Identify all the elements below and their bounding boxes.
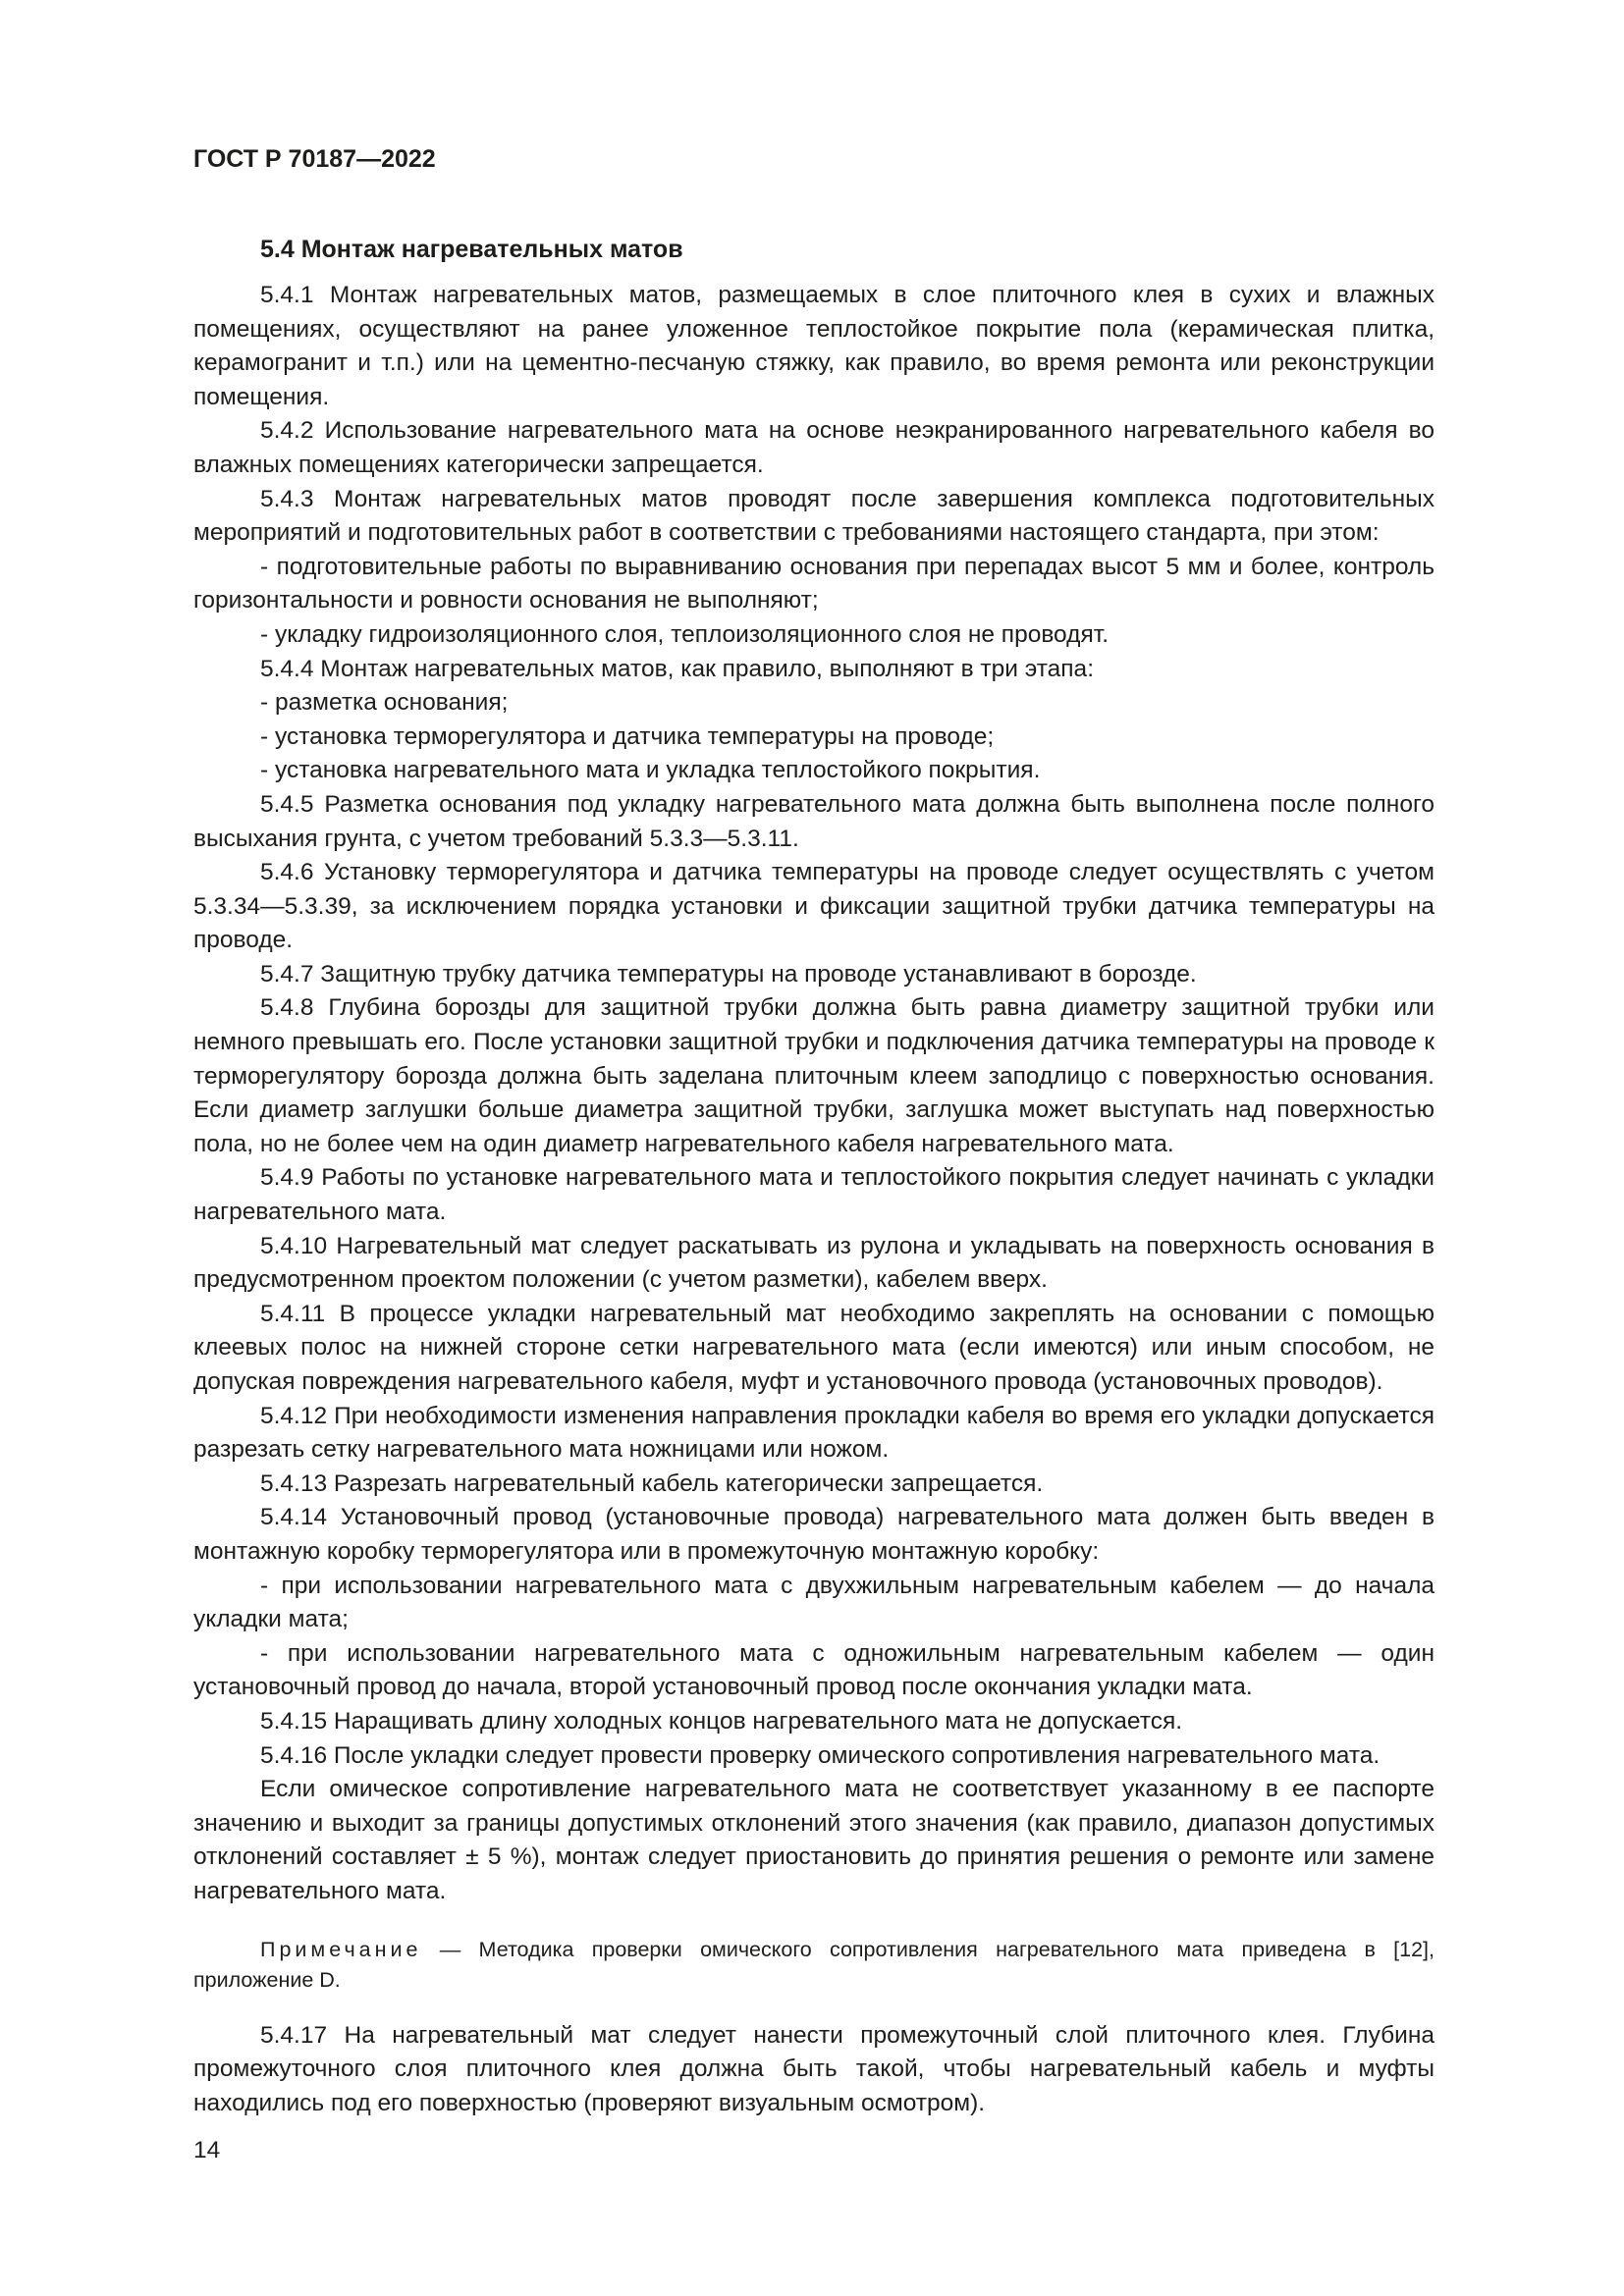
paragraph-5-4-13: 5.4.13 Разрезать нагревательный кабель категорически запрещается. [260,1469,1044,1497]
paragraph-5-4-16: 5.4.16 После укладки следует провести проверку омического сопротивления нагревательного мата. [260,1741,1380,1769]
paragraph-5-4-1: 5.4.1 Монтаж нагревательных матов, размещаемых в слое плиточного клея в сухих и влажных помещениях, осуществляют на ранее уложенное теплостойкое покрытие пола (керамическая плитка, керамогранит и т.п.) или на цементно-песчаную стяжку, как правило, во время ремонта или реконструкции помещения. [193,282,1435,410]
paragraph-5-4-3: 5.4.3 Монтаж нагревательных матов проводят после завершения комплекса подготовительных мероприятий и подготовительных работ в соответствии с требованиями настоящего стандарта, при этом: [193,485,1435,547]
paragraph-5-4-16-continued: Если омическое сопротивление нагревательного мата не соответствует указанному в ее паспорте значению и выходит за границы допустимых отклонений этого значения (как правило, диапазон допустимых отклонений составляет ± 5 %), монтаж следует приостановить до принятия решения о ремонте или замене нагревательного мата. [193,1776,1435,1904]
paragraph-5-4-7: 5.4.7 Защитную трубку датчика температуры на проводе устанавливают в борозде. [260,960,1197,988]
paragraph-5-4-4: 5.4.4 Монтаж нагревательных матов, как правило, выполняют в три этапа: [260,655,1094,682]
note-text: — Методика проверки омического сопротивления нагревательного мата приведена в [12], приложение D. [193,1937,1435,1992]
paragraph-5-4-6: 5.4.6 Установку терморегулятора и датчика температуры на проводе следует осуществлять с учетом 5.3.34—5.3.39, за исключением порядка установки и фиксации защитной трубки датчика температуры на проводе. [193,859,1435,954]
paragraph-5-4-14: 5.4.14 Установочный провод (установочные провода) нагревательного мата должен быть введен в монтажную коробку терморегулятора или в промежуточную монтажную коробку: [193,1504,1435,1565]
list-item: - подготовительные работы по выравниванию основания при перепадах высот 5 мм и более, контроль горизонтальности и ровности основания не выполняют; [193,553,1435,614]
section-heading: 5.4 Монтаж нагревательных матов [260,236,683,263]
note [193,1935,1435,1996]
document-page [193,143,1435,2120]
paragraph-5-4-12: 5.4.12 При необходимости изменения направления прокладки кабеля во время его укладки допускается разрезать сетку нагревательного мата ножницами или ножом. [193,1402,1435,1464]
paragraph-5-4-9: 5.4.9 Работы по установке нагревательного мата и теплостойкого покрытия следует начинать с укладки нагревательного мата. [193,1164,1435,1226]
paragraph-5-4-8: 5.4.8 Глубина борозды для защитной трубки должна быть равна диаметру защитной трубки или немного превышать его. После установки защитной трубки и подключения датчика температуры на проводе к терморегулятору борозда должна быть заделана плиточным клеем заподлицо с поверхностью основания. Если диаметр заглушки больше диаметра защитной трубки, заглушка может выступать над поверхностью пола, но не более чем на один диаметр нагревательного кабеля нагревательного мата. [193,994,1435,1157]
list-item: - установка нагревательного мата и укладка теплостойкого покрытия. [260,757,1041,784]
paragraph-5-4-2: 5.4.2 Использование нагревательного мата на основе неэкранированного нагревательного кабеля во влажных помещениях категорически запрещается. [193,417,1435,478]
list-item: - при использовании нагревательного мата с одножильным нагревательным кабелем — один установочный провод до начала, второй установочный провод после окончания укладки мата. [193,1639,1435,1701]
paragraph-5-4-10: 5.4.10 Нагревательный мат следует раскатывать из рулона и укладывать на поверхность основания в предусмотренном проектом положении (с учетом разметки), кабелем вверх. [193,1232,1435,1294]
list-item: - установка терморегулятора и датчика температуры на проводе; [260,722,995,750]
paragraph-5-4-15: 5.4.15 Наращивать длину холодных концов нагревательного мата не допускается. [260,1707,1183,1735]
note-label: Примечание [260,1937,422,1961]
paragraphs-block [193,279,1435,1909]
list-item: - при использовании нагревательного мата с двухжильным нагревательным кабелем — до начала укладки мата; [193,1572,1435,1633]
paragraph-5-4-17: 5.4.17 На нагревательный мат следует нанести промежуточный слой плиточного клея. Глубина промежуточного слоя плиточного клея должна быть такой, чтобы нагревательный кабель и муфты находились под его поверхностью (проверяют визуальным осмотром). [193,2021,1435,2116]
paragraph-5-4-11: 5.4.11 В процессе укладки нагревательный мат необходимо закреплять на основании с помощью клеевых полос на нижней стороне сетки нагревательного мата (если имеются) или иным способом, не допуская повреждения нагревательного кабеля, муфт и установочного провода (установочных проводов). [193,1300,1435,1395]
page-number: 14 [193,2137,221,2163]
document-header: ГОСТ Р 70187—2022 [193,145,436,173]
paragraph-5-4-5: 5.4.5 Разметка основания под укладку нагревательного мата должна быть выполнена после полного высыхания грунта, с учетом требований 5.3.3—5.3.11. [193,790,1435,852]
list-item: - укладку гидроизоляционного слоя, теплоизоляционного слоя не проводят. [260,620,1110,648]
list-item: - разметка основания; [260,689,509,717]
